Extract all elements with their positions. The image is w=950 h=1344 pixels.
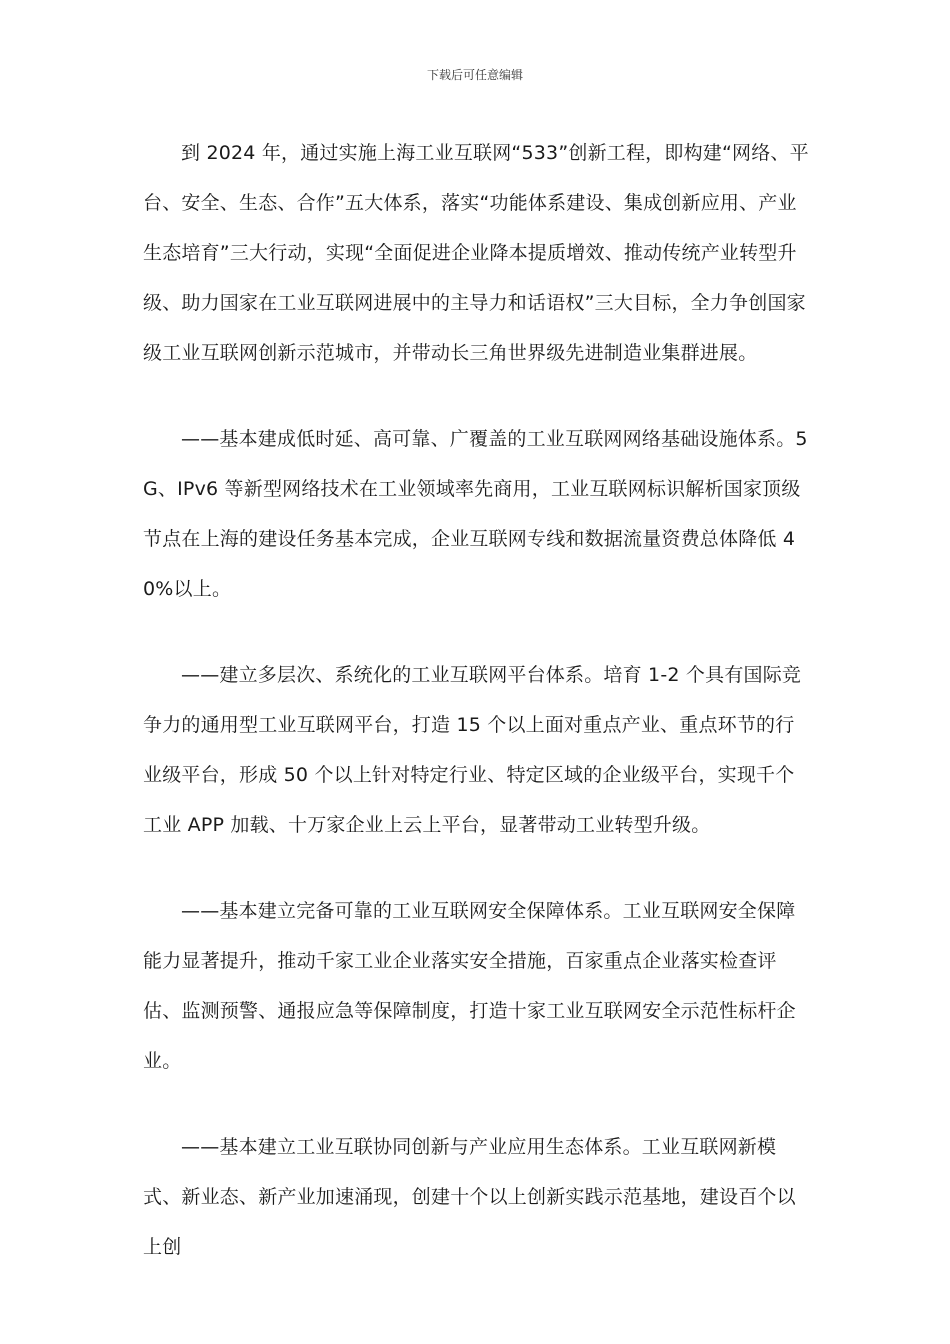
paragraph-network: ——基本建成低时延、高可靠、广覆盖的工业互联网网络基础设施体系。5G、IPv6 等新型网络技术在工业领域率先商用，工业互联网标识解析国家顶级节点在上海的建设任务基本完成，企业互联网专线和数据流量资费总体降低 40%以上。 (143, 428, 808, 600)
paragraph-security: ——基本建立完备可靠的工业互联网安全保障体系。工业互联网安全保障能力显著提升，推动千家工业企业落实安全措施，百家重点企业落实检查评估、监测预警、通报应急等保障制度，打造十家工业互联网安全示范性标杆企业。 (143, 900, 796, 1072)
page-header: 下载后可任意编辑 (426, 68, 523, 82)
document-body (143, 128, 811, 1308)
paragraph-ecosystem: ——基本建立工业互联协同创新与产业应用生态体系。工业互联网新模式、新业态、新产业加速涌现，创建十个以上创新实践示范基地，建设百个以上创 (143, 1136, 796, 1258)
paragraph-goals-2024: 到 2024 年，通过实施上海工业互联网“533”创新工程，即构建“网络、平台、安全、生态、合作”五大体系，落实“功能体系建设、集成创新应用、产业生态培育”三大行动，实现“全面促进企业降本提质增效、推动传统产业转型升级、助力国家在工业互联网进展中的主导力和话语权”三大目标，全力争创国家级工业互联网创新示范城市，并带动长三角世界级先进制造业集群进展。 (143, 142, 809, 364)
paragraph-platform: ——建立多层次、系统化的工业互联网平台体系。培育 1-2 个具有国际竞争力的通用型工业互联网平台，打造 15 个以上面对重点产业、重点环节的行业级平台，形成 50 个以上针对特定行业、特定区域的企业级平台，实现千个工业 APP 加载、十万家企业上云上平台，显著带动工业转型升级。 (143, 664, 802, 836)
